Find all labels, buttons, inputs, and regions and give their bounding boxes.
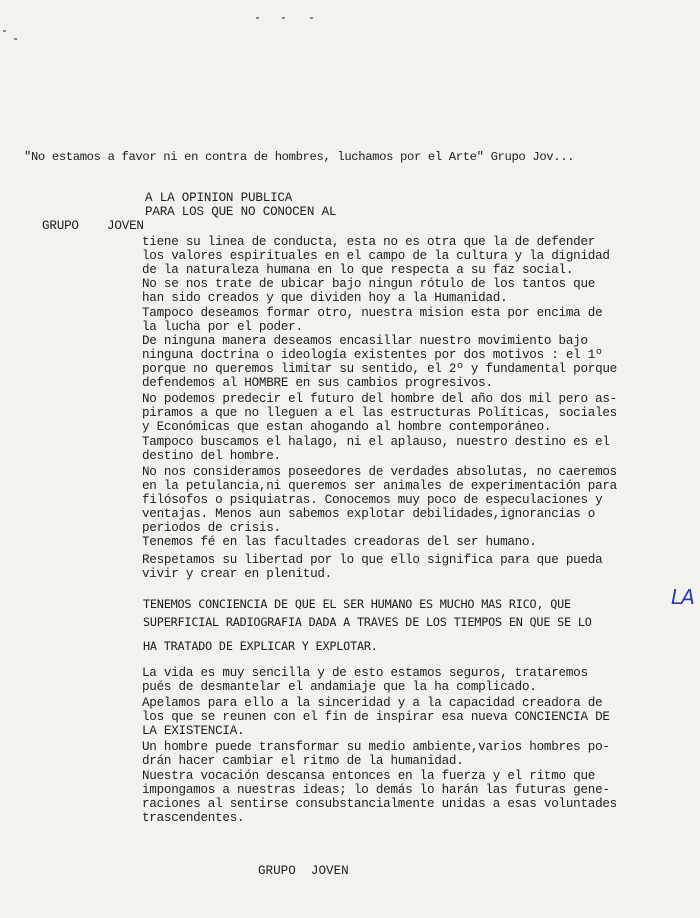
body-line: y Económicas que estan ahogando al hombre contemporáneo.: [142, 420, 552, 434]
paper-mark: [282, 17, 285, 19]
body-line: defendemos al HOMBRE en sus cambios progresivos.: [142, 376, 493, 390]
closing-line: drán hacer cambiar el ritmo de la humanidad.: [142, 754, 464, 768]
heading-line-1: A LA OPINION PUBLICA: [145, 191, 293, 205]
body-line: la lucha por el poder.: [142, 320, 303, 334]
body-line: Tampoco deseamos formar otro, nuestra mision esta por encima de: [142, 306, 603, 320]
closing-line: Nuestra vocación descansa entonces en la fuerza y el ritmo que: [142, 769, 596, 783]
body-line: ninguna doctrina o ideología existentes por dos motivos : el 1º: [142, 348, 603, 362]
body-line: No se nos trate de ubicar bajo ningun rótulo de los tantos que: [142, 277, 596, 291]
closing-line: raciones al sentirse consubstancialmente unidas a esas voluntades: [142, 797, 617, 811]
body-line: en la petulancia,ni queremos ser animales de experimentación para: [142, 479, 617, 493]
closing-line: Apelamos para ello a la sinceridad y a la capacidad creadora de: [142, 696, 603, 710]
heading-line-2: PARA LOS QUE NO CONOCEN AL: [145, 205, 337, 219]
heading-group-right: JOVEN: [107, 219, 144, 233]
closing-line: impongamos a nuestras ideas; lo demás lo harán las futuras gene-: [142, 783, 610, 797]
closing-line: LA EXISTENCIA.: [142, 724, 245, 738]
body-line: Tampoco buscamos el halago, ni el aplauso, nuestro destino es el: [142, 435, 610, 449]
paper-mark: [14, 38, 17, 40]
body-line: No podemos predecir el futuro del hombre del año dos mil pero as-: [142, 392, 617, 406]
handwritten-note: LA: [671, 585, 694, 609]
body-line: Tenemos fé en las facultades creadoras del ser humano.: [142, 535, 537, 549]
closing-line: Un hombre puede transformar su medio ambiente,varios hombres po-: [142, 740, 610, 754]
body-line: ventajas. Menos aun sabemos explotar debilidades,ignorancias o: [142, 507, 596, 521]
body-line: de la naturaleza humana en lo que respecta a su faz social.: [142, 263, 574, 277]
paper-mark: [256, 17, 259, 19]
body-line: destino del hombre.: [142, 449, 281, 463]
body-line: No nos consideramos poseedores de verdades absolutas, no caeremos: [142, 465, 617, 479]
body-line: porque no queremos limitar su sentido, el 2º y fundamental porque: [142, 362, 617, 376]
body-line: periodos de crisis.: [142, 521, 281, 535]
closing-line: pués de desmantelar el andamiaje que la ha complicado.: [142, 680, 537, 694]
body-line: De ninguna manera deseamos encasillar nuestro movimiento bajo: [142, 334, 588, 348]
body-line: tiene su linea de conducta, esta no es otra que la de defender: [142, 235, 596, 249]
closing-line: La vida es muy sencilla y de esto estamos seguros, trataremos: [142, 666, 588, 680]
motto: "No estamos a favor ni en contra de hombres, luchamos por el Arte" Grupo Jov...: [24, 150, 575, 164]
body-line: piramos a que no lleguen a el las estructuras Políticas, sociales: [142, 406, 617, 420]
heading-group-left: GRUPO: [42, 219, 79, 233]
signature: GRUPO JOVEN: [258, 864, 349, 878]
body-line: vivir y crear en plenitud.: [142, 567, 332, 581]
body-line: filósofos o psiquiatras. Conocemos muy poco de especulaciones y: [142, 493, 603, 507]
closing-line: los que se reunen con el fin de inspirar esa nueva CONCIENCIA DE: [142, 710, 610, 724]
paper-mark: [3, 30, 6, 32]
body-line: han sido creados y que dividen hoy a la Humanidad.: [142, 291, 508, 305]
body-line: los valores espirituales en el campo de la cultura y la dignidad: [142, 249, 610, 263]
closing-line: trascendentes.: [142, 811, 245, 825]
caps-line: SUPERFICIAL RADIOGRAFIA DADA A TRAVES DE LOS TIEMPOS EN QUE SE LO: [143, 615, 592, 629]
body-line: Respetamos su libertad por lo que ello significa para que pueda: [142, 553, 603, 567]
caps-line: HA TRATADO DE EXPLICAR Y EXPLOTAR.: [143, 639, 378, 653]
caps-line: TENEMOS CONCIENCIA DE QUE EL SER HUMANO ES MUCHO MAS RICO, QUE: [143, 597, 571, 611]
paper-mark: [310, 17, 313, 19]
